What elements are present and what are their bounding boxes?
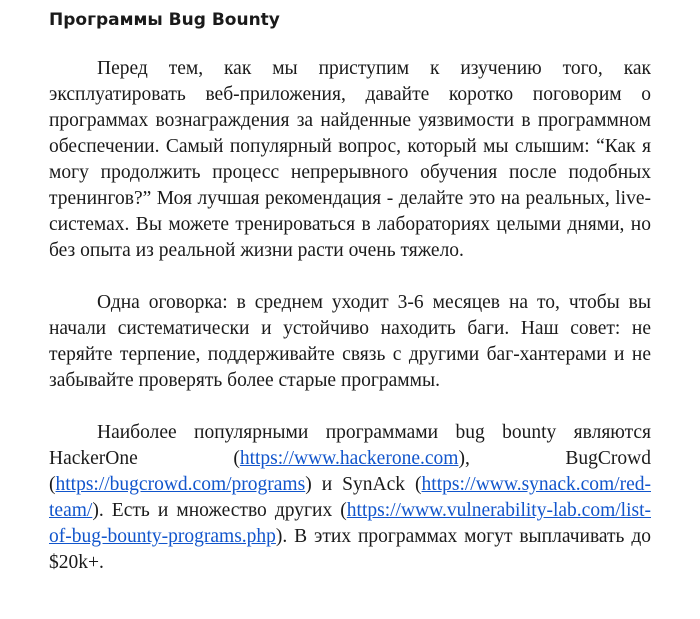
paragraph-intro: Перед тем, как мы приступим к изучению того, как эксплуатировать веб-приложения, давайте коротко поговорим о программах вознаграждения за найденные уязвимости в программном обеспечении. Самый популярный вопрос, который мы слышим: “Как я могу продолжить процесс непрерывного обучения после подобных тренингов?” Моя лучшая рекомендация - делайте это на реальных, live-системах. Вы можете тренироваться в лабораториях целыми днями, но без опыта из реальной жизни расти очень тяжело. <box>49 58 651 261</box>
paragraph-caveat: Одна оговорка: в среднем уходит 3-6 месяцев на то, чтобы вы начали систематически и устойчиво находить баги. Наш совет: не теряйте терпение, поддерживайте связь с другими баг-хантерами и не забывайте проверять более старые программы. <box>49 292 651 391</box>
paragraph-programs <box>49 420 651 576</box>
paragraph-programs-text-2: ), BugCrowd ( <box>49 448 651 495</box>
link-synack[interactable]: https://www.synack.com/red-team/ <box>49 474 651 521</box>
link-bugcrowd[interactable]: https://bugcrowd.com/programs <box>55 474 306 495</box>
document-page <box>49 8 651 602</box>
paragraph-programs-text-4: ). Есть и множество других ( <box>92 500 347 521</box>
paragraph-programs-text-5: ). В этих программах могут выплачивать до $20k+. <box>49 526 651 573</box>
section-heading: Программы Bug Bounty <box>49 10 280 30</box>
paragraph-programs-text-3: ) и SynAck ( <box>305 474 422 495</box>
link-hackerone[interactable]: https://www.hackerone.com <box>239 448 459 469</box>
paragraph-programs-text-1: Наиболее популярными программами bug bounty являются HackerOne ( <box>49 422 651 469</box>
link-vulnerability-lab[interactable]: https://www.vulnerability-lab.com/list-of-bug-bounty-programs.php <box>49 500 651 547</box>
